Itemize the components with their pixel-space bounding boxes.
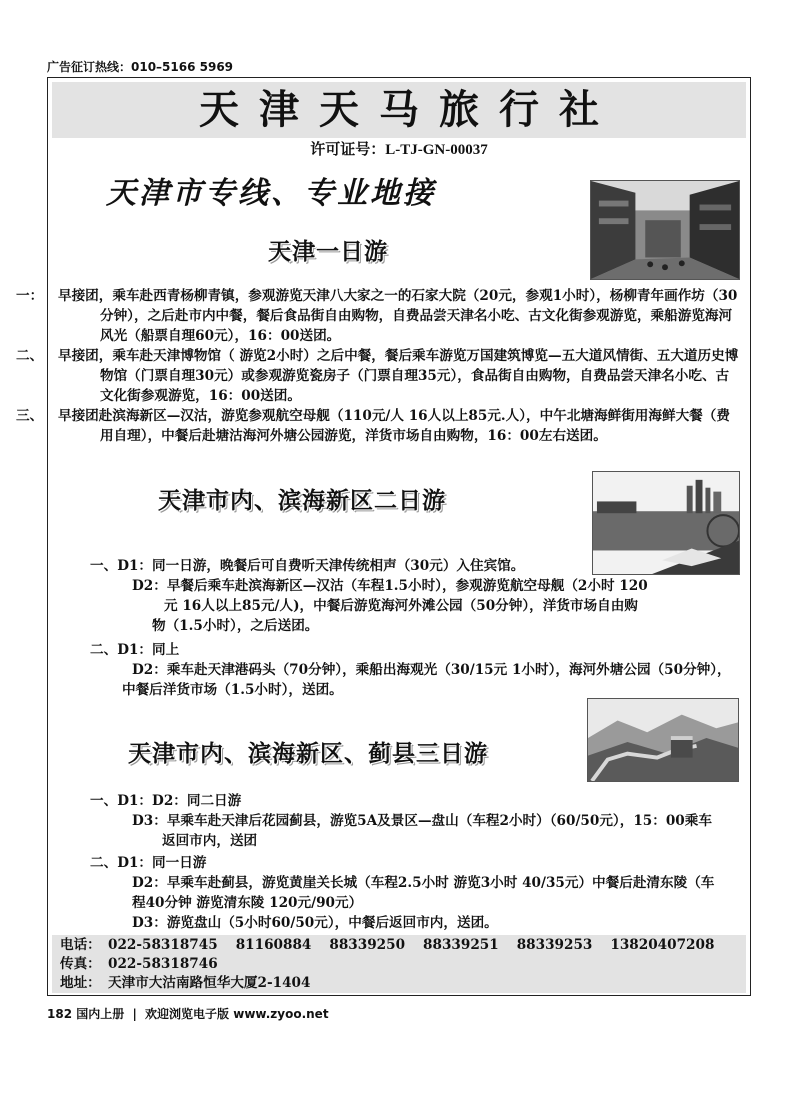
page-footer: [47, 1005, 329, 1022]
day-row: [58, 853, 742, 873]
day-label: D2：: [132, 578, 167, 594]
day-row: [58, 640, 742, 660]
fax-label: 传真：: [60, 956, 101, 972]
ancient-street-photo: [590, 180, 740, 280]
day-label: D2：: [132, 662, 167, 678]
tour1-item: 一： 早接团，乘车赴西青杨柳青镇，参观游览天津八大家之一的石家大院（20元，参观1小时），杨柳青年画作坊（30分钟），之后赴市内中餐，餐后食品街自由购物，自费品尝天津名小吃、古文化街参观游览，乘船游览海河风光（船票自理60元），16：00送团。: [16, 288, 738, 344]
address-row: [60, 974, 738, 993]
promo-text: 欢迎浏览电子版: [145, 1007, 230, 1021]
fax-row: [60, 955, 738, 974]
day-text: 早乘车赴天津后花园蓟县，游览5A及景区—盘山（车程2小时）（60/50元），15：00乘车: [166, 813, 712, 829]
great-wall-photo: [587, 698, 739, 782]
phone-number: 13820407208: [610, 937, 715, 953]
tour2-heading: 天津市内、滨海新区二日游: [158, 488, 446, 514]
tour3-itinerary: [58, 791, 742, 933]
day-text-cont: 物（1.5小时），之后送团。: [152, 618, 319, 634]
license-number: L-TJ-GN-00037: [385, 142, 488, 158]
tour1-item: 三、 早接团赴滨海新区—汉沽，游览参观航空母舰（110元/人 16人以上85元.人），中午北塘海鲜街用海鲜大餐（费用自理），中餐后赴塘沽海河外塘公园游览，洋货市场自由购物，16：00左右送团。: [16, 408, 730, 444]
day-text: 乘车赴天津港码头（70分钟），乘船出海观光（30/15元 1小时），海河外塘公园（50分钟），: [166, 662, 731, 678]
day-row: [58, 556, 742, 576]
day-row: [58, 811, 742, 831]
tour1-item: 二、 早接团，乘车赴天津博物馆（ 游览2小时）之后中餐，餐后乘车游览万国建筑博览—五大道风情街、五大道历史博物馆（门票自理30元）或参观游览瓷房子（门票自理35元），食品街自由购物，自费品尝天津名小吃、古文化街参观游览，16：00送团。: [16, 348, 739, 404]
license-label: 许可证号：: [310, 140, 386, 158]
day-text-cont: 元 16人以上85元/人)，中餐后游览海河外滩公园（50分钟），洋货市场自由购: [164, 598, 638, 614]
phone-number: 88339253: [516, 937, 593, 953]
phone-row: [60, 936, 738, 955]
day-row: [58, 660, 742, 680]
day-label: D1：: [117, 855, 153, 871]
item-text: 早接团，乘车赴西青杨柳青镇，参观游览天津八大家之一的石家大院（20元，参观1小时），杨柳青年画作坊（30分钟），之后赴市内中餐，餐后食品街自由购物，自费品尝天津名小吃、古文化街参观游览，乘船游览海河风光（船票自理60元），16：00送团。: [58, 288, 738, 344]
day-label: D1：: [117, 642, 153, 658]
footer-divider: |: [132, 1007, 137, 1021]
day-label: D3：: [132, 915, 167, 931]
phone-number: 88339250: [329, 937, 406, 953]
phone-number: 81160884: [235, 937, 312, 953]
tour2-group: [58, 640, 742, 700]
phone-label: 电话：: [60, 937, 101, 953]
ad-frame: [16, 77, 751, 996]
tour3-heading: 天津市内、滨海新区、蓟县三日游: [128, 741, 488, 767]
group-number: 一、: [90, 558, 118, 574]
address-label: 地址：: [60, 975, 101, 991]
website-link[interactable]: www.zyoo.net: [233, 1007, 329, 1021]
section-name: 国内上册: [76, 1007, 125, 1021]
tour1-itinerary: [16, 286, 742, 446]
item-text: 早接团，乘车赴天津博物馆（ 游览2小时）之后中餐，餐后乘车游览万国建筑博览—五大道风情街、五大道历史博物馆（门票自理30元）或参观游览瓷房子（门票自理35元），食品街自由购物，自费品尝天津名小吃、古文化街参观游览，16：00送团。: [58, 348, 739, 404]
phone-number: 022-58318745: [108, 937, 218, 953]
day-label: D1：: [117, 558, 153, 574]
day-label: D3：: [132, 813, 167, 829]
day-text-cont: 程40分钟 游览清东陵 120元/90元）: [132, 895, 363, 911]
day-text: 同二日游: [186, 793, 242, 809]
group-number: 二、: [90, 855, 118, 871]
tour1-heading: 天津一日游: [268, 239, 388, 265]
day-text: 同一日游: [152, 855, 207, 871]
day-row: [58, 576, 742, 596]
slogan: 天津市专线、专业地接: [106, 176, 436, 211]
tour3-group: [58, 791, 742, 851]
group-number: 二、: [90, 642, 118, 658]
day-text: 早乘车赴蓟县，游览黄崖关长城（车程2.5小时 游览3小时 40/35元）中餐后赴清东陵（车: [166, 875, 715, 891]
day-label: D1：D2：: [117, 793, 187, 809]
day-row: [58, 913, 742, 933]
tour2-itinerary: [58, 556, 742, 700]
day-row: [58, 791, 742, 811]
phone-number: 88339251: [423, 937, 499, 953]
day-text: 早餐后乘车赴滨海新区—汉沽（车程1.5小时），参观游览航空母舰（2小时 120: [166, 578, 648, 594]
day-text-cont: 中餐后洋货市场（1.5小时），送团。: [122, 682, 343, 698]
title-bar: [52, 82, 746, 138]
page-number: 182: [47, 1007, 73, 1021]
agency-name: 天津天马旅行社: [199, 87, 619, 133]
item-text: 早接团赴滨海新区—汉沽，游览参观航空母舰（110元/人 16人以上85元.人），中午北塘海鲜街用海鲜大餐（费用自理），中餐后赴塘沽海河外塘公园游览，洋货市场自由购物，16：00左右送团。: [58, 408, 730, 444]
tour3-group: [58, 853, 742, 933]
group-number: 一、: [90, 793, 118, 809]
ad-hotline: 广告征订热线：010–5166 5969: [47, 60, 234, 74]
day-row: [58, 873, 742, 893]
day-text: 同一日游，晚餐后可自费听天津传统相声（30元）入住宾馆。: [152, 558, 525, 574]
address-text: 天津市大沽南路恒华大厦2-1404: [108, 975, 311, 991]
fax-number: 022-58318746: [108, 956, 218, 972]
license-line: [48, 138, 750, 159]
tour2-group: [58, 556, 742, 636]
day-text: 同上: [152, 642, 180, 658]
day-text-cont: 返回市内，送团: [162, 833, 258, 849]
day-label: D2：: [132, 875, 167, 891]
contact-bar: [52, 935, 746, 993]
day-text: 游览盘山（5小时60/50元），中餐后返回市内，送团。: [166, 915, 498, 931]
